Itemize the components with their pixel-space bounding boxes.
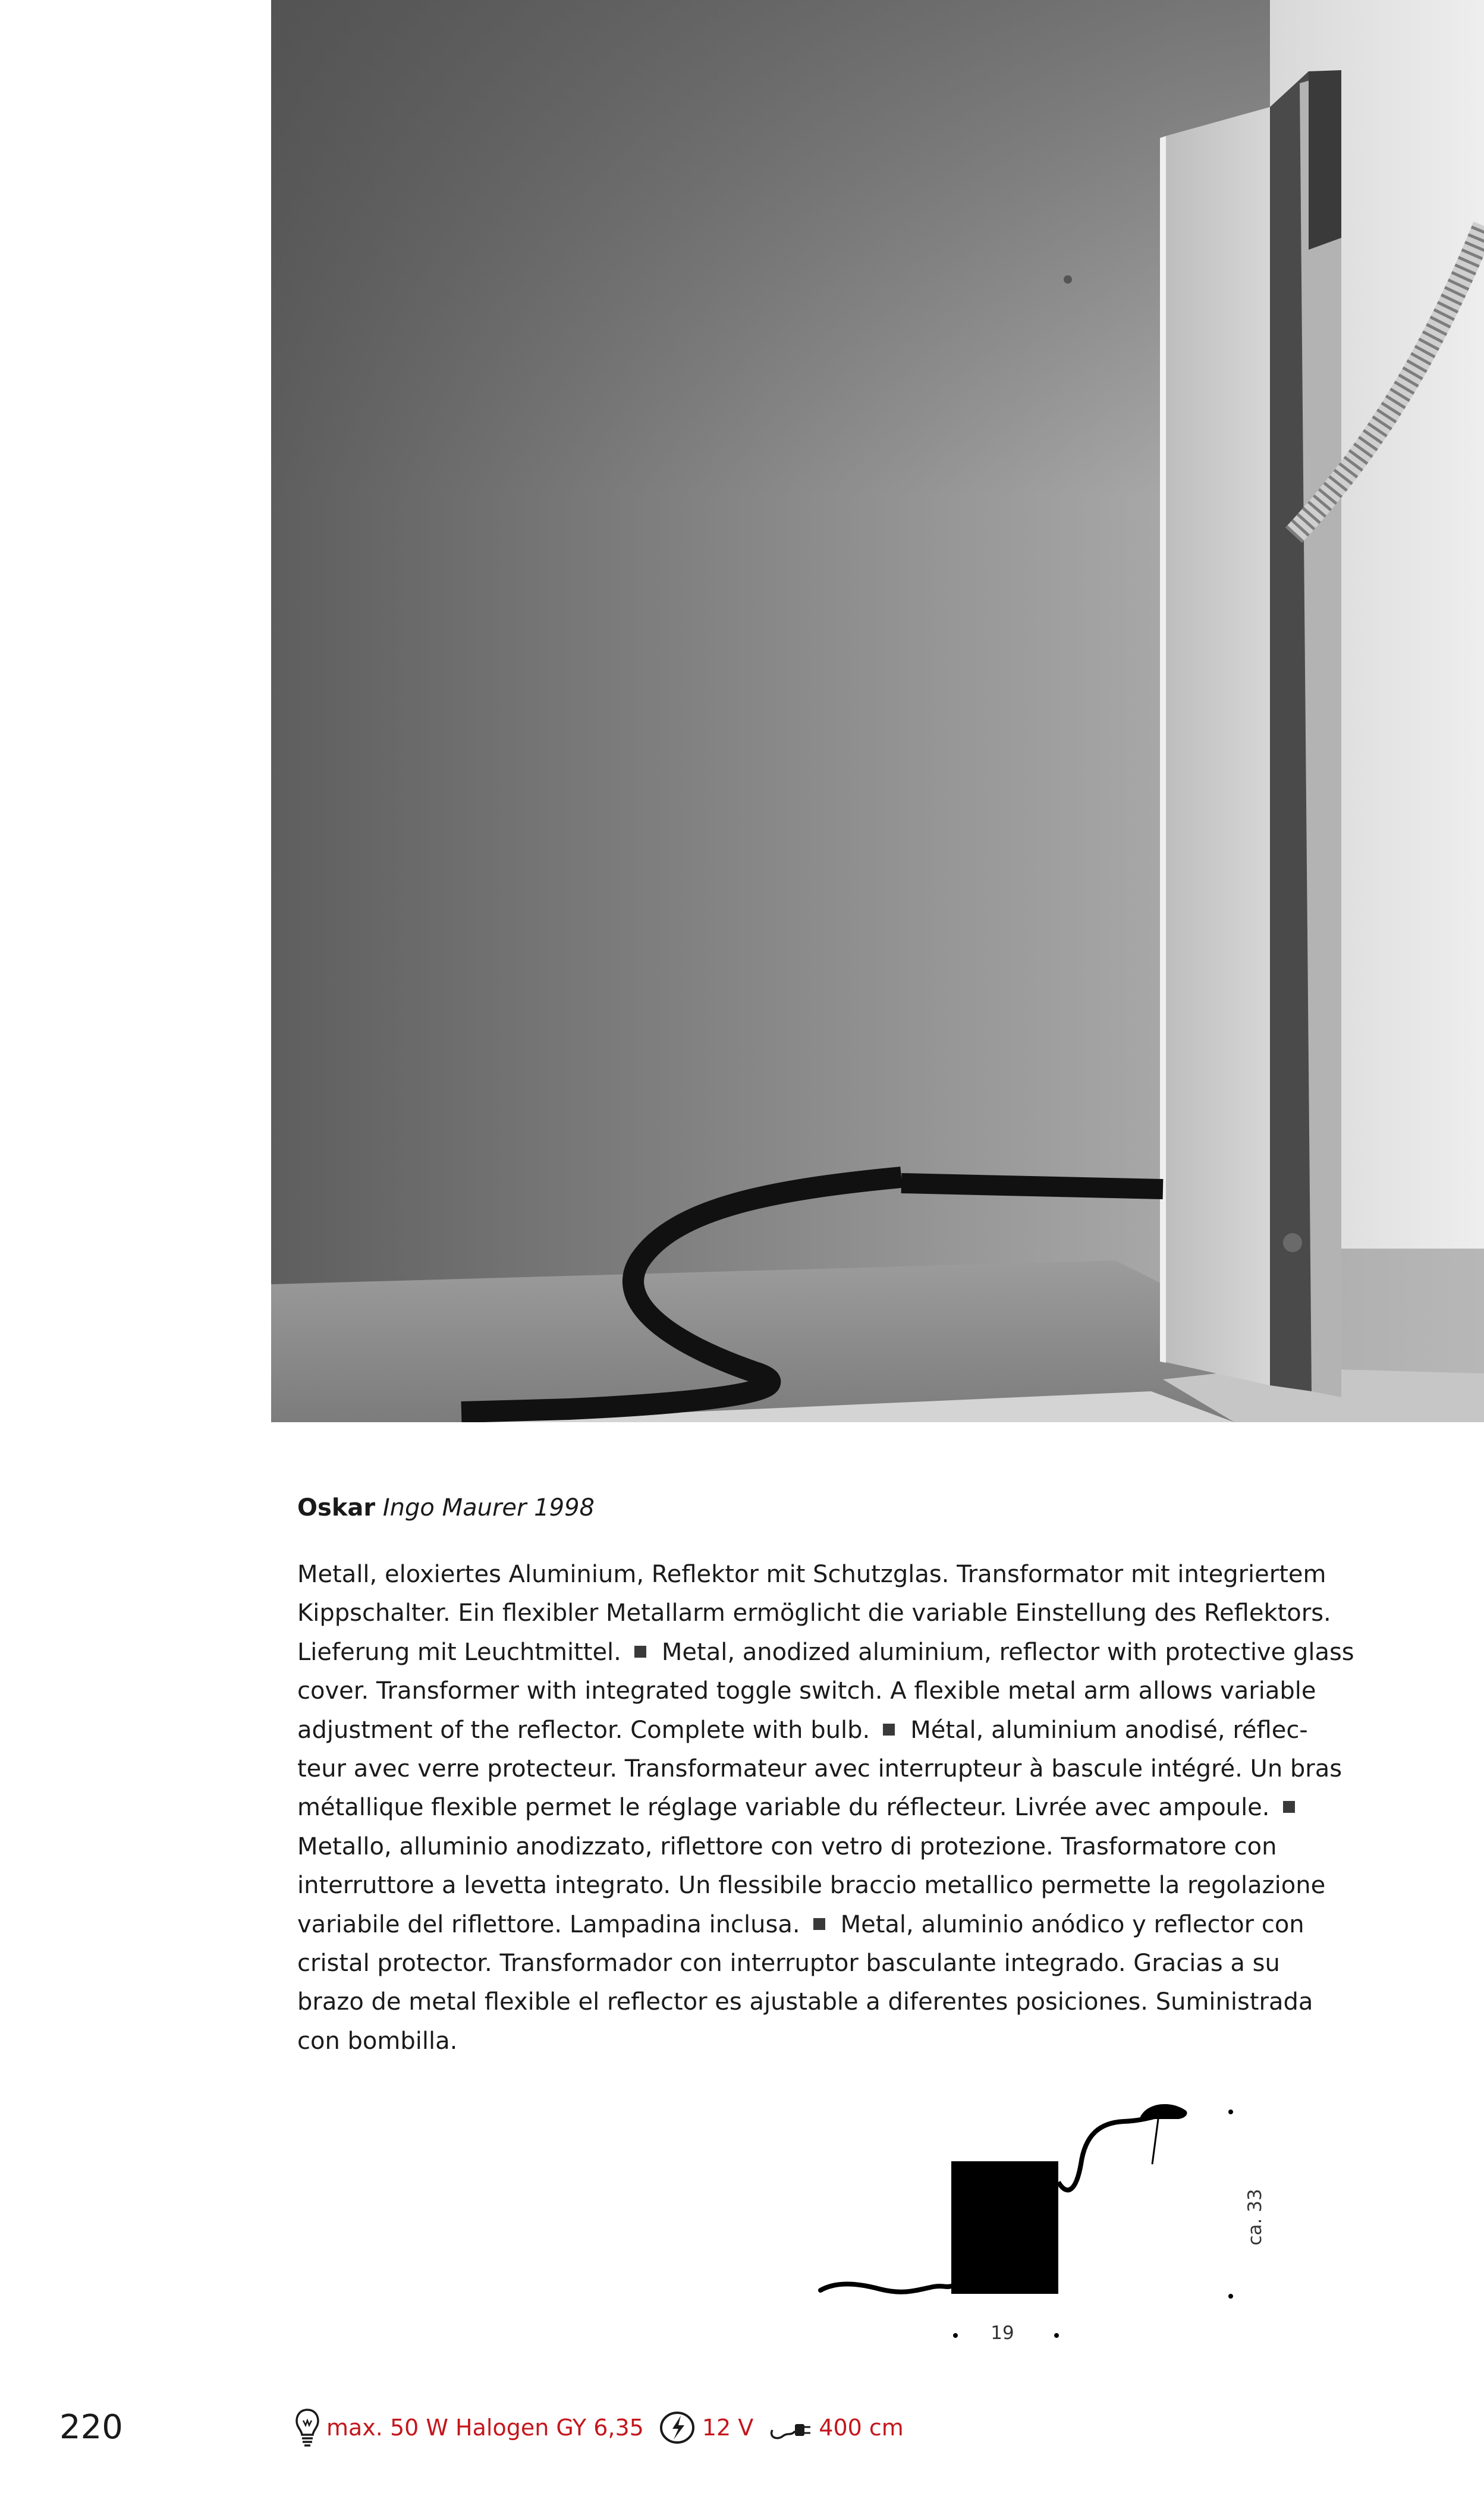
description-line: Metallo, alluminio anodizzato, riflettore con vetro di protezione. Trasformatore con: [297, 1832, 1277, 1860]
cable: [820, 2284, 951, 2292]
description-line: métallique flexible permet le réglage variable du réflecteur. Livrée avec ampoule.: [297, 1794, 1310, 1821]
description-line: Kippschalter. Ein flexibler Metallarm ermöglicht die variable Einstellung des Reflektors.: [297, 1599, 1331, 1627]
description-line: teur avec verre protecteur. Transformateur avec interrupteur à bascule intégré. Un bras: [297, 1755, 1342, 1783]
description-line: cristal protector. Transformador con interruptor basculante integrado. Gracias a su: [297, 1950, 1280, 1978]
spec-line: [294, 2407, 918, 2448]
transformer-icon: [658, 2410, 696, 2445]
language-separator-square: [813, 1918, 825, 1930]
dimension-width: 19: [991, 2322, 1014, 2344]
description-line: Metall, eloxiertes Aluminium, Reflektor mit Schutzglas. Transformator mit integriertem: [297, 1561, 1326, 1588]
product-description: [297, 1555, 1354, 2061]
description-line: cover. Transformer with integrated toggle switch. A flexible metal arm allows variable: [297, 1677, 1316, 1705]
product-name: Oskar: [297, 1494, 376, 1522]
description-line: adjustment of the reflector. Complete with bulb. Métal, aluminium anodisé, réflec-: [297, 1716, 1308, 1744]
language-separator-square: [883, 1724, 895, 1736]
dimension-dot: [1228, 2110, 1233, 2114]
dimension-dot: [1228, 2294, 1233, 2299]
description-line: variabile del riflettore. Lampadina inclusa. Metal, aluminio anódico y reflector con: [297, 1910, 1304, 1938]
language-separator-square: [1283, 1801, 1295, 1813]
bulb-spec: max. 50 W Halogen GY 6,35: [326, 2415, 644, 2441]
reflector-stem: [1152, 2119, 1158, 2164]
reflector-head: [1140, 2104, 1187, 2119]
transformer-box: [951, 2161, 1058, 2294]
product-photo: [271, 0, 1484, 1422]
page-number: 220: [59, 2408, 123, 2447]
description-line: interruttore a levetta integrato. Un flessibile braccio metallico permette la regolazione: [297, 1872, 1326, 1900]
dimension-dot: [953, 2333, 958, 2338]
plug-cable-icon: [768, 2412, 813, 2443]
description-line: Lieferung mit Leuchtmittel. Metal, anodized aluminium, reflector with protective glass: [297, 1638, 1354, 1666]
dimension-height: ca. 33: [1244, 2189, 1266, 2246]
bulb-icon: [294, 2407, 320, 2448]
cable-spec: 400 cm: [819, 2415, 904, 2441]
voltage-spec: 12 V: [702, 2415, 754, 2441]
description-line: con bombilla.: [297, 2027, 458, 2055]
description-line: brazo de metal flexible el reflector es ajustable a diferentes posiciones. Suministrada: [297, 1988, 1313, 2016]
product-designer: Ingo Maurer 1998: [382, 1494, 595, 1522]
language-separator-square: [634, 1646, 646, 1658]
product-title: [297, 1491, 595, 1524]
flexible-arm: [1058, 2115, 1159, 2190]
product-dimension-drawing: [815, 2099, 1260, 2354]
dimension-dot: [1054, 2333, 1059, 2338]
